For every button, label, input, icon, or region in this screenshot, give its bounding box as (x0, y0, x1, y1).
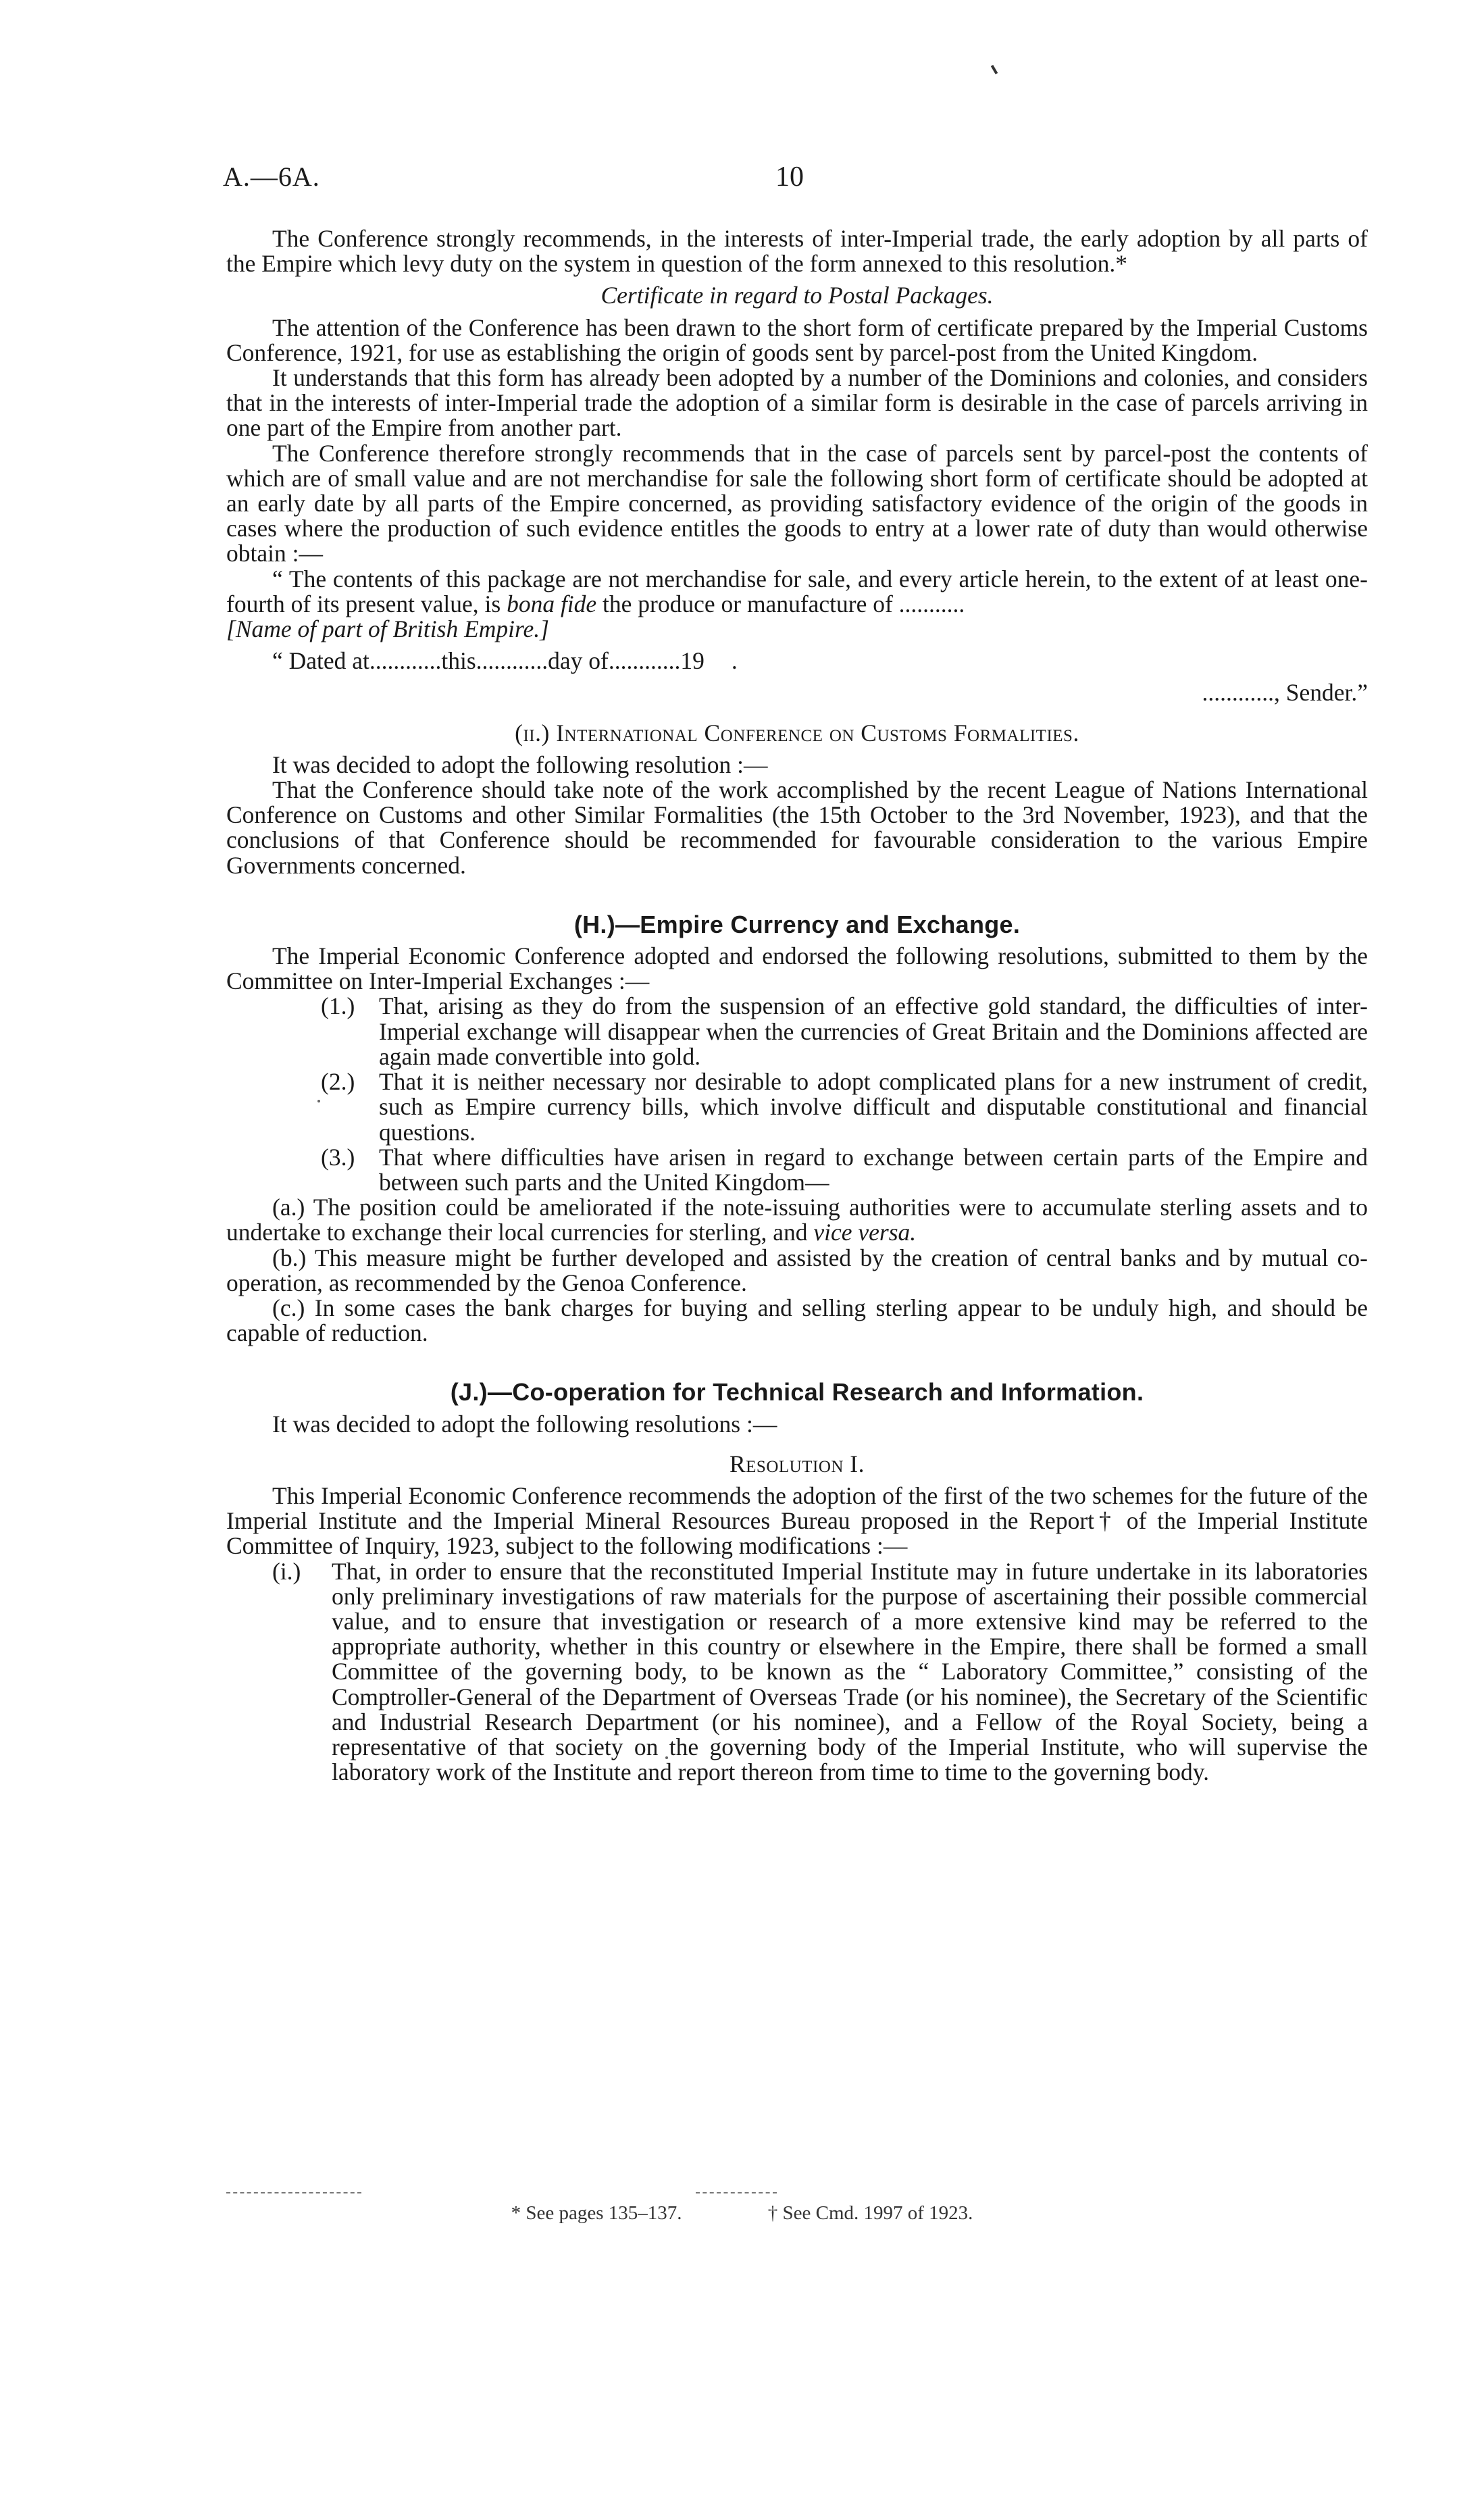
section-h-intro: The Imperial Economic Conference adopted and endorsed the following resolutions, submitted to them by the Committee on Inter-Imperial Exchanges :— (226, 942, 1368, 995)
list-item (321, 994, 1368, 1069)
list-item (321, 1145, 1368, 1195)
scan-mark (991, 65, 998, 74)
certificate-heading: Certificate in regard to Postal Packages. (600, 282, 994, 309)
sub-label: (c.) (272, 1294, 305, 1321)
document-body (226, 226, 1368, 1785)
footnotes (0, 2202, 1484, 2225)
sub-item-c (226, 1296, 1368, 1346)
paragraph-decided: It was decided to adopt the following resolution :— (272, 751, 768, 778)
document-reference: A.—6A. (223, 161, 320, 192)
sub-label: (b.) (272, 1244, 307, 1271)
footnote-rule (226, 2192, 361, 2193)
resolution-heading: Resolution I. (729, 1450, 865, 1477)
list-item (272, 1559, 1368, 1785)
resolution-text: This Imperial Economic Conference recommends the adoption of the first of the two schemes for the future of the Imperial Institute and the Imperial Mineral Resources Bureau proposed in the Report† of the Imperial Institute Committee of Inquiry, 1923, subject to the following modifications :— (226, 1481, 1368, 1560)
dated-text: “ Dated at............this............day of............19 (272, 647, 705, 675)
sender-line: ............, Sender.” (1202, 679, 1368, 707)
item-label: (3.) (321, 1143, 355, 1171)
quote-end: the produce or manufacture of ........... (596, 590, 965, 617)
quote-italic: bona fide (507, 590, 597, 617)
item-text: That it is neither necessary nor desirable to adopt complicated plans for a new instrument of credit, such as Empire currency bills, which involve difficult and disputable constitutional and financial questions. (379, 1068, 1368, 1146)
section-h-heading: (H.)—Empire Currency and Exchange. (573, 910, 1021, 938)
paragraph-attention: The attention of the Conference has been drawn to the short form of certificate prepared by the Imperial Customs Conference, 1921, for use as establishing the origin of goods sent by parcel-post from the United Kingdom. (226, 313, 1368, 366)
item-label: (1.) (321, 992, 355, 1020)
item-text: That where difficulties have arisen in regard to exchange between certain parts of the Empire and between such parts and the United Kingdom— (379, 1143, 1368, 1196)
dated-dot: . (731, 647, 738, 675)
name-of-part: [Name of part of British Empire.] (226, 615, 549, 643)
sub-label: (a.) (272, 1194, 305, 1221)
item-text: That, arising as they do from the suspension of an effective gold standard, the difficulties of inter-Imperial exchange will disappear when the currencies of Great Britain and the Dominions affected are again made convertible into gold. (379, 992, 1368, 1070)
paragraph-understands: It understands that this form has already been adopted by a number of the Dominions and colonies, and considers that in the interests of inter-Imperial trade the adoption of a similar form is desirable in the case of parcels arriving in one part of the Empire from another part. (226, 364, 1368, 442)
paragraph-therefore: The Conference therefore strongly recommends that in the case of parcels sent by parcel-post the contents of which are of small value and are not merchandise for sale the following short form of certificate should be adopted at an early date by all parts of the Empire concerned, as providing satisfactory evidence of the origin of the goods in cases where the production of such evidence entitles the goods to entry at a lower rate of duty than would otherwise obtain :— (226, 439, 1368, 567)
paragraph-certificate-quote (226, 567, 1368, 617)
paragraph-league: That the Conference should take note of the work accomplished by the recent League of Nations International Conference on Customs and other Similar Formalities (the 15th October to the 3rd November, 1923), and that the conclusions of that Conference should be recommended for favourable consideration to the various Empire Governments concerned. (226, 776, 1368, 879)
sub-item-b (226, 1246, 1368, 1296)
item-label: (2.) (321, 1068, 355, 1096)
footnote-dagger: † See Cmd. 1997 of 1923. (767, 2202, 973, 2224)
customs-heading: (ii.) International Conference on Customs Formalities. (515, 719, 1079, 746)
quote-start: “ The contents of this package are not merchandise for sale, and every article herein, to the extent of at least one-fourth of its present value, is (226, 565, 1368, 617)
sub-text: In some cases the bank charges for buying and selling sterling appear to be unduly high, and should be capable of reduction. (226, 1294, 1368, 1347)
section-j-heading: (J.)—Co-operation for Technical Research and Information. (450, 1378, 1144, 1406)
item-label: (i.) (272, 1557, 301, 1585)
dated-line (226, 649, 1368, 674)
sub-italic: vice versa. (813, 1219, 917, 1246)
sub-text: This measure might be further developed and assisted by the creation of central banks and by mutual co-operation, as recommended by the Genoa Conference. (226, 1244, 1368, 1296)
list-item (321, 1069, 1368, 1145)
sub-item-a (226, 1195, 1368, 1245)
footnote-star: * See pages 135–137. (511, 2202, 682, 2224)
page-number: 10 (775, 161, 804, 193)
sub-text: The position could be ameliorated if the note-issuing authorities were to accumulate sterling assets and to undertake to exchange their local currencies for sterling, and (226, 1194, 1368, 1246)
item-text: That, in order to ensure that the reconstituted Imperial Institute may in future undertake in its laboratories only preliminary investigations of raw materials for the purpose of ascertaining their possible commercial value, and to ensure that investigation or research of a more extensive kind may be referred to the appropriate authority, whether in this country or elsewhere in the Empire, there shall be formed a small Committee of the governing body, to be known as the “ Laboratory Committee,” consisting of the Comptroller-General of the Department of Overseas Trade (or his nominee), the Secretary of the Scientific and Industrial Research Department (or his nominee), and a Fellow of the Royal Society, being a representative of that society on the governing body of the Imperial Institute, who will supervise the laboratory work of the Institute and report thereon from time to time to the governing body. (332, 1557, 1368, 1786)
section-j-intro: It was decided to adopt the following resolutions :— (272, 1410, 777, 1438)
footnote-rule (696, 2192, 777, 2193)
paragraph-recommendation: The Conference strongly recommends, in the interests of inter-Imperial trade, the early adoption by all parts of the Empire which levy duty on the system in question of the form annexed to this resolution.* (226, 225, 1368, 278)
